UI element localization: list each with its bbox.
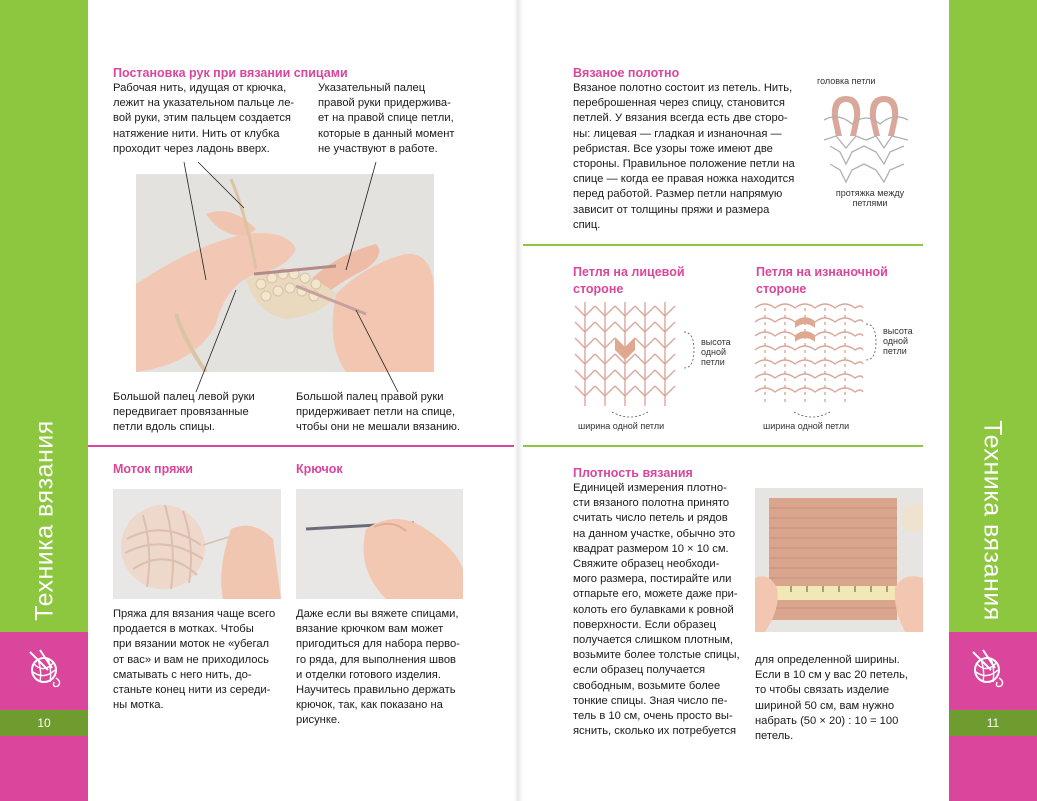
loop-between-label: протяжка между петлями bbox=[835, 188, 905, 208]
purl-width-label: ширина одной петли bbox=[763, 421, 850, 431]
hands-title: Постановка рук при вязании спицами bbox=[113, 66, 348, 80]
yarn-text: Пряжа для вязания чаще всего продается в мотках. Чтобы при вязании моток не «убегал от вас» и вам не приходилось сматывать с него нить, до- станьте конец нити из середи- ны мотка. bbox=[113, 608, 276, 712]
right-pink-bottom bbox=[949, 736, 1037, 801]
right-side-title: Техника вязания bbox=[978, 420, 1007, 621]
face-stitch-diagram bbox=[571, 302, 681, 410]
yarn-title: Моток пряжи bbox=[113, 462, 193, 476]
loop-structure-diagram bbox=[820, 90, 912, 186]
gauge-text-continued: для определенной ширины. Если в 10 см у вас 20 петель, то чтобы связать изделие шириной 50 см, вам нужно набрать (50 × 20) : 10 = 100 петель. bbox=[755, 654, 909, 743]
face-width-label: ширина одной петли bbox=[578, 421, 665, 431]
purl-height-label: высота одной петли bbox=[883, 326, 913, 356]
hook-title: Крючок bbox=[296, 462, 343, 476]
book-gutter bbox=[514, 0, 523, 801]
hands-text-col2: Указательный палец правой руки придержива- ет на правой спице петли, которые в данный момент не участвуют в работе. bbox=[318, 82, 455, 155]
yarn-ball-icon bbox=[969, 648, 1007, 688]
gauge-swatch-photo bbox=[755, 488, 923, 632]
right-divider-top bbox=[523, 244, 923, 246]
gauge-title: Плотность вязания bbox=[573, 466, 693, 480]
right-sidebar bbox=[949, 0, 1037, 801]
left-sidebar bbox=[0, 0, 88, 801]
gauge-text: Единицей измерения плотно- сти вязаного полотна принято считать число петель и рядов на данном участке, обычно это квадрат размером 10 × 10 см. Свяжите образец необходи- мого размера, постирайте или отпарьте его, можете даже при- колоть его булавками к ровной поверхности. Если образец получается слишком плотным, возьмите более толстые спицы, если образец получается свободным, возьмите более тонкие спицы. Зная число пе- тель в 10 см, очень просто вы- яснить, сколько их потребуется bbox=[573, 482, 740, 738]
left-pink-bottom bbox=[0, 736, 88, 801]
loop-head-label: головка петли bbox=[817, 76, 876, 86]
hands-caption-right: Большой палец правой руки придерживает петли на спице, чтобы они не мешали вязанию. bbox=[296, 391, 461, 434]
right-divider-bottom bbox=[523, 445, 923, 447]
yarn-ball-photo bbox=[113, 489, 281, 599]
fabric-text: Вязаное полотно состоит из петель. Нить, переброшенная через спицу, становится петлей. У вязания всегда есть две сторо- ны: лицевая — гладкая и изнаночная — ребристая. Все узоры тоже имеют две стороны. Правильное положение петли на спице — когда ее правая ножка находится перед работой. Размер петли напрямую зависит от толщины пряжи и размера спиц. bbox=[573, 82, 795, 231]
left-side-title: Техника вязания bbox=[30, 420, 59, 621]
face-height-label: высота одной петли bbox=[701, 337, 731, 367]
face-height-bracket bbox=[682, 330, 702, 370]
fabric-title: Вязаное полотно bbox=[573, 66, 680, 80]
hook-text: Даже если вы вяжете спицами, вязание крючком вам может пригодиться для набора перво- го ряда, для выполнения швов и отделки готового изделия. Научитесь правильно держать крючок, так, как показано на рисунке. bbox=[296, 608, 460, 727]
yarn-ball-icon bbox=[26, 648, 64, 688]
purl-stitch-diagram bbox=[753, 302, 865, 410]
crochet-hook-photo bbox=[296, 489, 463, 599]
right-page-number: 11 bbox=[949, 710, 1037, 736]
left-page-number: 10 bbox=[0, 710, 88, 736]
right-pink-block bbox=[949, 632, 1037, 710]
left-pink-block bbox=[0, 632, 88, 710]
left-divider bbox=[88, 445, 514, 447]
purl-height-bracket bbox=[864, 322, 884, 362]
hands-text-col1: Рабочая нить, идущая от крючка, лежит на указательном пальце ле- вой руки, этим пальцем создается натяжение нити. Нить от клубка проходит через ладонь вверх. bbox=[113, 82, 295, 155]
hands-pointer-lines bbox=[136, 160, 466, 400]
hands-caption-left: Большой палец левой руки передвигает провязанные петли вдоль спицы. bbox=[113, 391, 255, 434]
purl-loop-title: Петля на изнаночной стороне bbox=[756, 265, 888, 296]
face-loop-title: Петля на лицевой стороне bbox=[573, 265, 685, 296]
